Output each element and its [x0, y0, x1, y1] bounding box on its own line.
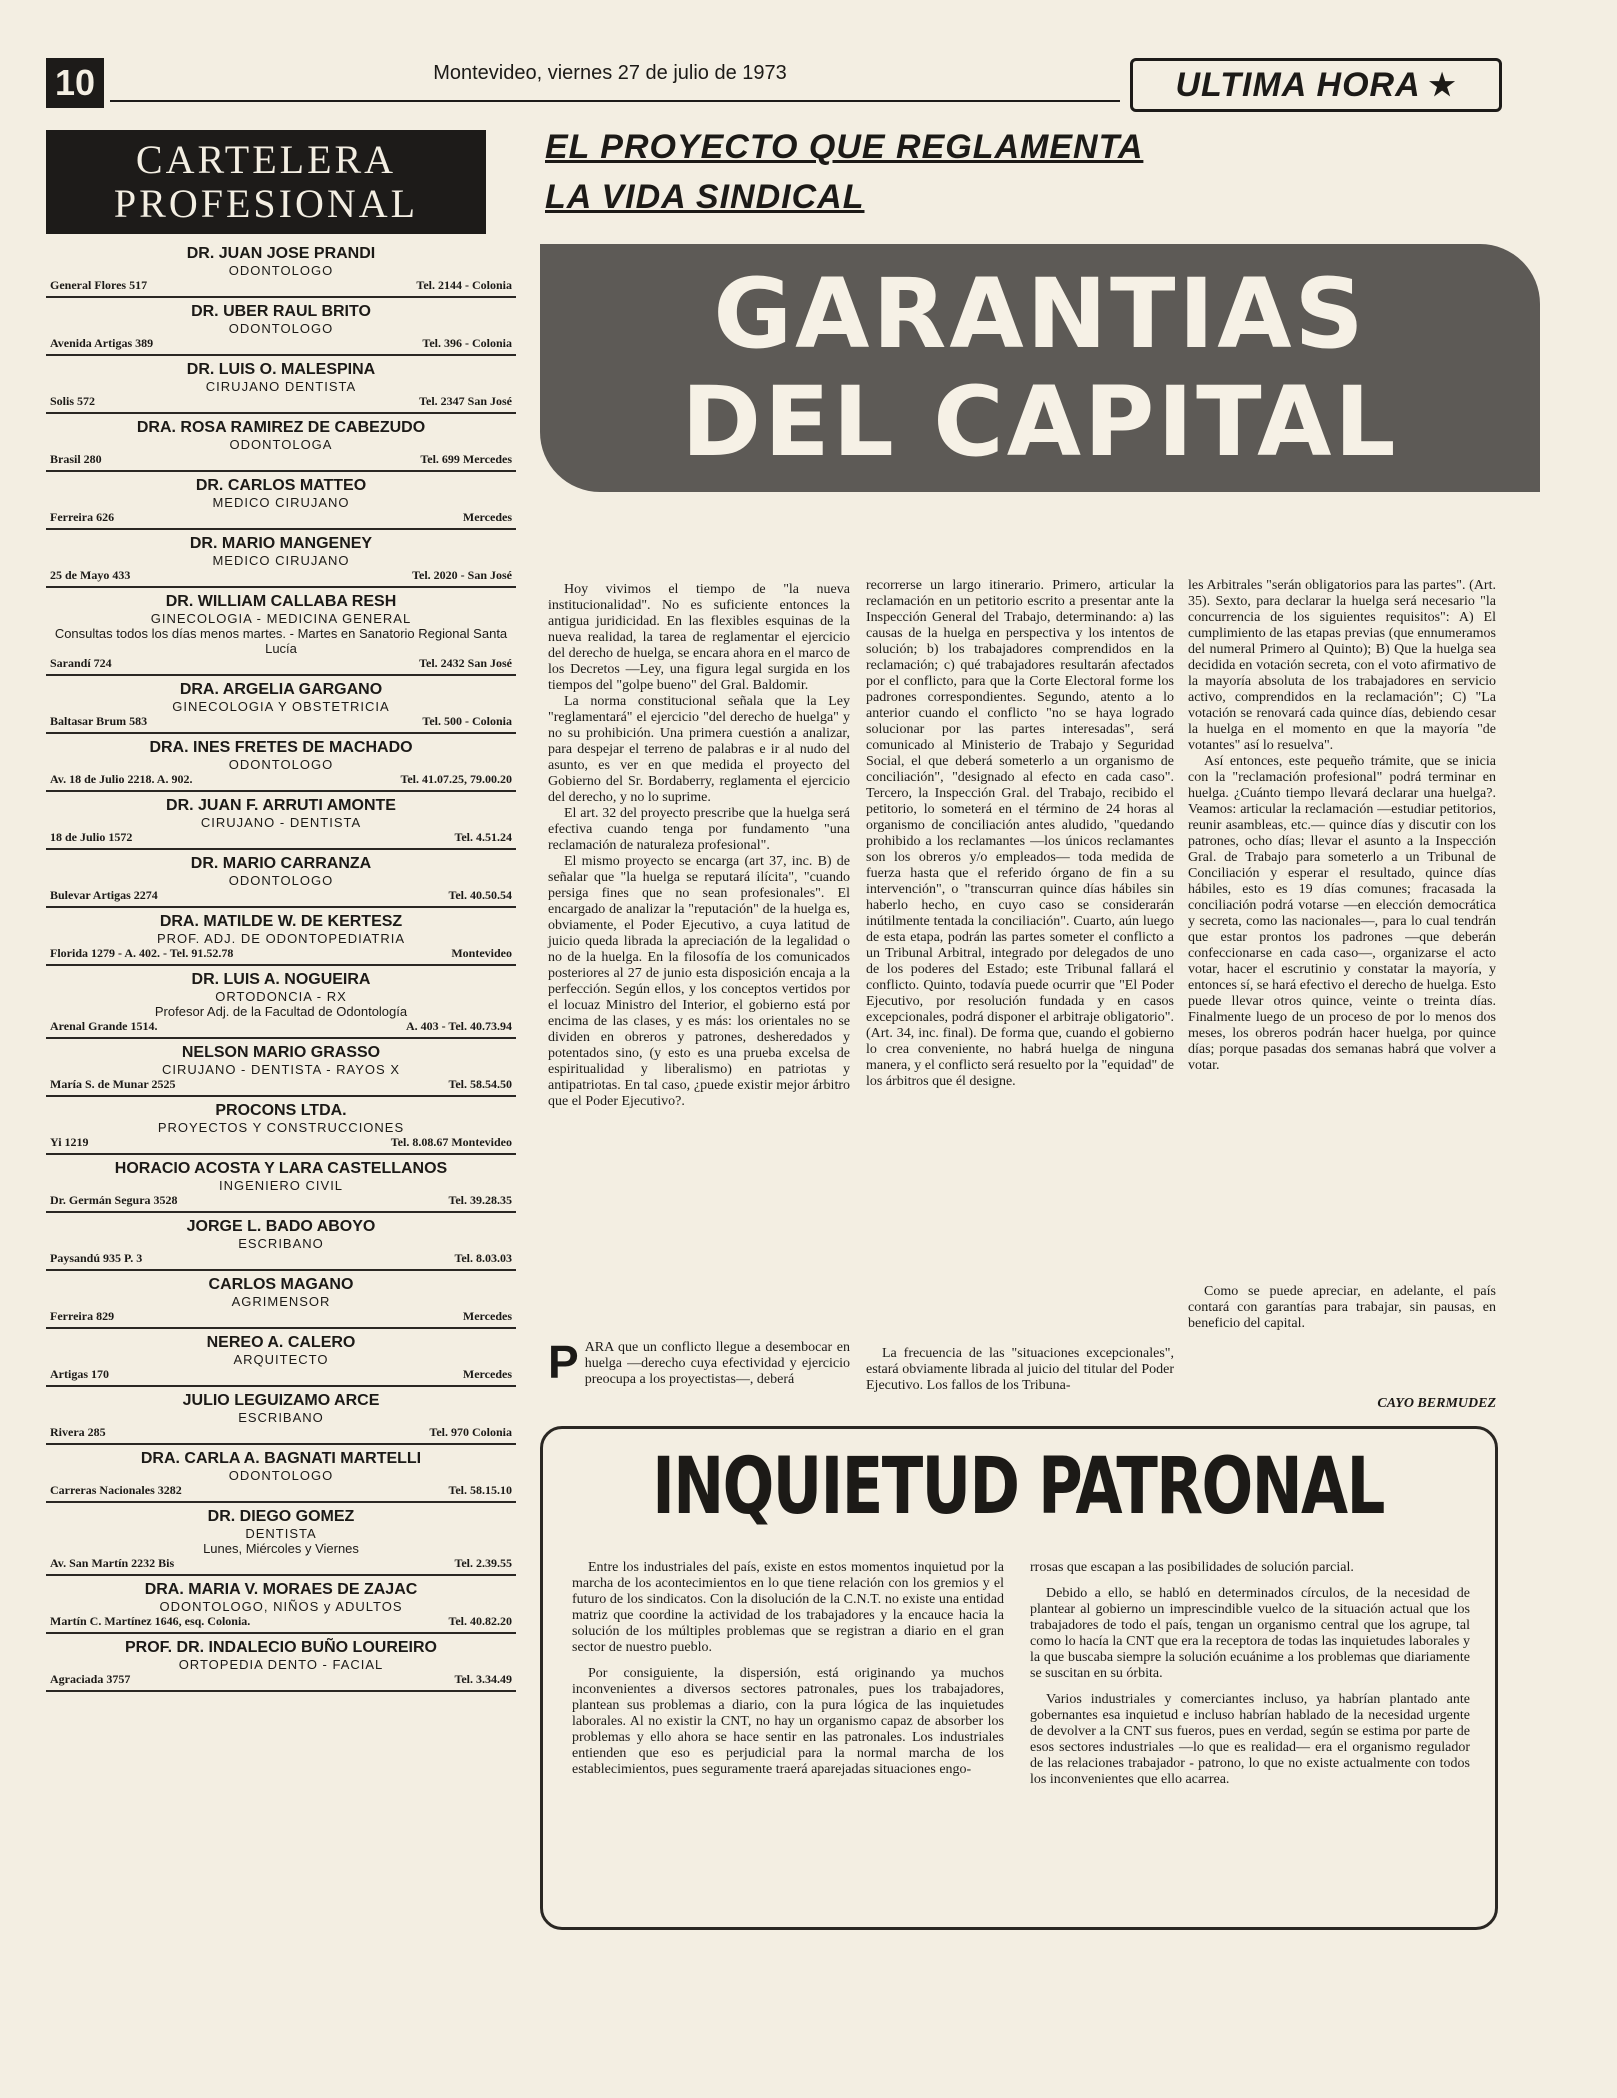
- entry-address-row: [50, 1135, 512, 1150]
- directory-entry: [46, 792, 516, 850]
- entry-name: DR. MARIO CARRANZA: [190, 855, 372, 872]
- entry-name: CARLOS MAGANO: [208, 1276, 354, 1293]
- entry-name: NEREO A. CALERO: [206, 1334, 356, 1351]
- entry-address-row: [50, 772, 512, 787]
- kicker-line2: LA VIDA SINDICAL: [545, 178, 865, 216]
- inquietud-title: INQUIETUD PATRONAL: [652, 1442, 1384, 1532]
- entry-title: DENTISTA: [245, 1526, 317, 1541]
- directory-entry: [46, 1155, 516, 1213]
- article-paragraph: les Arbitrales "serán obligatorios para las partes". (Art. 35). Sexto, para declarar la huelga será necesario "la concurrencia de los siguientes requisitos": A) El cumplimiento de las etapas previas (que ennumeramos del numeral Primero al Quinto); B) Que la huelga sea decidida en votación secreta, con el voto afirmativo de la mayoría absoluta de los trabajadores en servicio activo, comprendidos en la reclamación"; C) "La votación se renovará cada quince días, debiendo cesar la huelga en el momento en que la mayoría "de votantes" así lo resuelva".: [1188, 578, 1496, 753]
- article-column-2: [866, 578, 1174, 1090]
- entry-name: DR. LUIS O. MALESPINA: [186, 361, 376, 378]
- entry-title: ARQUITECTO: [233, 1352, 329, 1367]
- entry-title: ESCRIBANO: [238, 1236, 324, 1251]
- entry-phone: Montevideo: [451, 946, 512, 960]
- article-kicker: [545, 122, 1145, 222]
- entry-address-row: [50, 1251, 512, 1266]
- entry-name: NELSON MARIO GRASSO: [181, 1044, 381, 1061]
- directory-entry: [46, 472, 516, 530]
- entry-phone: Tel. 58.15.10: [448, 1483, 512, 1497]
- entry-address-row: [50, 394, 512, 409]
- directory-entry: [46, 966, 516, 1039]
- entry-name: DR. UBER RAUL BRITO: [191, 303, 371, 320]
- entry-phone: Tel. 699 Mercedes: [420, 452, 512, 466]
- entry-name: DR. WILLIAM CALLABA RESH: [165, 593, 397, 610]
- entry-name: DRA. ARGELIA GARGANO: [179, 681, 383, 698]
- entry-phone: Tel. 39.28.35: [448, 1193, 512, 1207]
- entry-address: Arenal Grande 1514.: [50, 1019, 158, 1033]
- entry-name: DR. JUAN F. ARRUTI AMONTE: [166, 797, 396, 814]
- entry-name: JORGE L. BADO ABOYO: [186, 1218, 376, 1235]
- entry-title: ODONTOLOGO: [228, 873, 334, 888]
- entry-name: DR. LUIS A. NOGUEIRA: [191, 971, 371, 988]
- directory-entry: [46, 1329, 516, 1387]
- directory-entry: [46, 1271, 516, 1329]
- entry-extra: Consultas todos los días menos martes. - Martes en Sanatorio Regional Santa Lucía: [54, 626, 508, 656]
- cartelera-title-line1: CARTELERA: [135, 137, 397, 182]
- entry-title: MEDICO CIRUJANO: [212, 495, 350, 510]
- entry-address-row: [50, 1077, 512, 1092]
- entry-address: Agraciada 3757: [50, 1672, 131, 1686]
- entry-address: General Flores 517: [50, 278, 148, 292]
- entry-phone: Tel. 2020 - San José: [412, 568, 512, 582]
- entry-address-row: [50, 830, 512, 845]
- entry-extra: Profesor Adj. de la Facultad de Odontología: [154, 1004, 408, 1019]
- entry-address: Rivera 285: [50, 1425, 106, 1439]
- article-paragraph: La frecuencia de las "situaciones excepcionales", estará obviamente librada al juicio del titular del Poder Ejecutivo. Los fallos de los Tribuna-: [866, 1346, 1174, 1393]
- entry-address-row: [50, 1614, 512, 1629]
- kicker-line1: EL PROYECTO QUE REGLAMENTA: [545, 128, 1144, 166]
- entry-name: HORACIO ACOSTA Y LARA CASTELLANOS: [114, 1160, 448, 1177]
- dateline: Montevideo, viernes 27 de julio de 1973: [433, 62, 787, 84]
- entry-address-row: [50, 568, 512, 583]
- entry-address: 25 de Mayo 433: [50, 568, 131, 582]
- cartelera-title-line2: PROFESIONAL: [113, 181, 419, 226]
- dropcap-paragraph: [548, 1336, 850, 1388]
- entry-title: ESCRIBANO: [238, 1410, 324, 1425]
- entry-address: María S. de Munar 2525: [50, 1077, 176, 1091]
- entry-address-row: [50, 452, 512, 467]
- entry-address-row: [50, 336, 512, 351]
- entry-address-row: [50, 510, 512, 525]
- entry-title: ODONTOLOGO: [228, 1468, 334, 1483]
- entry-address: Florida 1279 - A. 402. - Tel. 91.52.78: [50, 946, 234, 960]
- entry-phone: Tel. 41.07.25, 79.00.20: [400, 772, 512, 786]
- entry-title: CIRUJANO - DENTISTA: [200, 815, 362, 830]
- entry-name: DRA. MARIA V. MORAES DE ZAJAC: [144, 1581, 418, 1598]
- article-paragraph: Como se puede apreciar, en adelante, el país contará con garantías para trabajar, sin pausas, en beneficio del capital.: [1188, 1284, 1496, 1331]
- inquietud-paragraph: Por consiguiente, la dispersión, está originando ya muchos inconvenientes a diversos sectores patronales, pues los trabajadores, plantean sus problemas a diario, con la pura lógica de las inquietudes laborales. Al no existir la CNT, no hay un organismo capaz de absorber los problemas y ello ahora se hace sentir en las patronales. Los industriales entienden que eso es perjudicial para la normal marcha de los establecimientos, pues seguramente traerá aparejadas situaciones engo-: [572, 1666, 1004, 1777]
- entry-address-row: [50, 1483, 512, 1498]
- byline: CAYO BERMUDEZ: [1377, 1396, 1496, 1411]
- entry-title: ODONTOLOGO, NIÑOS y ADULTOS: [159, 1599, 403, 1614]
- entry-phone: Tel. 58.54.50: [448, 1077, 512, 1091]
- entry-phone: Tel. 40.50.54: [448, 888, 512, 902]
- entry-address: Carreras Nacionales 3282: [50, 1483, 182, 1497]
- entry-name: DR. MARIO MANGENEY: [189, 535, 373, 552]
- entry-title: INGENIERO CIVIL: [218, 1178, 344, 1193]
- directory-entry: [46, 1445, 516, 1503]
- entry-address: Solis 572: [50, 394, 96, 408]
- entry-address-row: [50, 1019, 512, 1034]
- entry-address: Martín C. Martínez 1646, esq. Colonia.: [50, 1614, 251, 1628]
- entry-address: Dr. Germán Segura 3528: [50, 1193, 178, 1207]
- entry-address-row: [50, 946, 512, 961]
- directory-entry: [46, 1576, 516, 1634]
- directory-entry: [46, 908, 516, 966]
- entry-name: DRA. MATILDE W. DE KERTESZ: [159, 913, 403, 930]
- directory-entry: [46, 734, 516, 792]
- cartelera-title-box: [46, 130, 486, 234]
- entry-title: CIRUJANO DENTISTA: [205, 379, 357, 394]
- entry-address-row: [50, 1425, 512, 1440]
- entry-phone: Tel. 2144 - Colonia: [416, 278, 512, 292]
- entry-phone: A. 403 - Tel. 40.73.94: [405, 1019, 512, 1033]
- inquietud-paragraph: Entre los industriales del país, existe en estos momentos inquietud por la marcha de los acontecimientos en lo que tiene relación con los gremios y el futuro de los sindicatos. Con la disolución de la C.N.T. no existe una entidad matriz que coordine la actividad de los trabajadores y la encauce hacia la solución de los múltiples problemas que se registran a diario en el gran sector de nuestro pueblo.: [572, 1560, 1004, 1655]
- directory-entry: [46, 850, 516, 908]
- entry-address: Av. 18 de Julio 2218. A. 902.: [50, 772, 193, 786]
- entry-address: 18 de Julio 1572: [50, 830, 133, 844]
- article-conclusion: [1188, 1284, 1496, 1332]
- entry-extra: Lunes, Miércoles y Viernes: [203, 1541, 359, 1556]
- directory-entry: [46, 356, 516, 414]
- entry-name: DRA. CARLA A. BAGNATI MARTELLI: [140, 1450, 422, 1467]
- entry-title: ORTODONCIA - RX: [215, 989, 347, 1004]
- headline-line2: DEL CAPITAL: [681, 366, 1399, 478]
- article-column-2-end: [866, 1346, 1174, 1394]
- entry-name: DR. CARLOS MATTEO: [195, 477, 367, 494]
- entry-address: Ferreira 626: [50, 510, 115, 524]
- entry-title: ODONTOLOGO: [228, 263, 334, 278]
- entry-phone: Tel. 396 - Colonia: [422, 336, 512, 350]
- entry-address: Avenida Artigas 389: [50, 336, 154, 350]
- entry-address: Sarandí 724: [50, 656, 112, 670]
- directory-entry: [46, 1503, 516, 1576]
- entry-title: ORTOPEDIA DENTO - FACIAL: [178, 1657, 384, 1672]
- entry-address-row: [50, 714, 512, 729]
- article-paragraph: recorrerse un largo itinerario. Primero, articular la reclamación en un petitorio escrito a presentar ante la Inspección General del Trabajo, determinando: a) las causas de la huelga en perspectiva y los intentos de solución; b) los trabajadores comprendidos en la reclamación; c) qué trabajadores resultarán afectados por el conflicto, para que la Corte Electoral forme los padrones correspondientes. Segundo, atento a lo anterior cuando el conflicto "no se haya logrado solucionar por las partes interesadas", será comunicado al Ministerio de Trabajo y Seguridad Social, el que deberá someterlo a un organismo de conciliación", "designado al efecto en cada caso". Tercero, la Inspección Gral. del Trabajo, recibido el petitorio, lo someterá en el término de 24 horas al organismo de conciliación antes aludido, "quedando prohibido a los reclamantes —los únicos reclamantes son los obreros y/o empleados— toda medida de fuerza hasta que el referido órgano de fin a su intervención", o "transcurran quince días hábiles sin haberlo hecho, en cuyo caso se considerarán inútilmente tentada la conciliación". Cuarto, aún luego de esta etapa, podrán las partes someter el conflicto a un Tribunal Arbitral, integrado por delegados de uno de los poderes del Estado; este Tribunal fallará el conflicto. Quinto, todavía puede ocurrir que "El Poder Ejecutivo, por resolución fundada y en casos excepcionales, podrá disponer el arbitraje obligatorio". (Art. 34, inc. final). De forma que, cuando el gobierno lo crea conveniente, no habrá huelga de ninguna manera, y el conflicto será resuelto por la "equidad" de los árbitros que él designe.: [866, 578, 1174, 1089]
- entry-address-row: [50, 278, 512, 293]
- entry-address: Av. San Martín 2232 Bis: [50, 1556, 175, 1570]
- entry-name: PROCONS LTDA.: [215, 1102, 347, 1119]
- article-paragraph: El mismo proyecto se encarga (art 37, inc. B) de señalar que "la huelga se reputará ilícita", "cuando persiga fines que no sean profesionales". El encargado de analizar la "reputación" de la huelga es, obviamente, el Poder Ejecutivo, a cuya latitud de juicio queda librada la apreciación de la legalidad o no de la huelga. En la filosofía de los comunicados posteriores al 27 de junio esta disposición encaja a la perfección. Según ellos, y los conceptos vertidos por el locuaz Ministro del Interior, el gobierno está por encima de las clases, y es más: los orientales no se dividen en obreros y patrones, desheredados y potentados sino, (y esto es una prueba excelsa de espiritualidad y liberalismo) en patriotas y antipatriotas. En tal caso, ¿puede existir mejor árbitro que el Poder Ejecutivo?.: [548, 854, 850, 1109]
- entry-title: AGRIMENSOR: [231, 1294, 331, 1309]
- entry-address-row: [50, 1193, 512, 1208]
- professional-directory: [46, 240, 516, 1692]
- entry-address: Baltasar Brum 583: [50, 714, 148, 728]
- headline-banner: [540, 244, 1540, 492]
- directory-entry: [46, 1097, 516, 1155]
- directory-entry: [46, 588, 516, 676]
- entry-title: PROYECTOS Y CONSTRUCCIONES: [157, 1120, 405, 1135]
- entry-phone: Tel. 3.34.49: [454, 1672, 512, 1686]
- directory-entry: [46, 676, 516, 734]
- header-rule: [110, 100, 1120, 102]
- entry-phone: Tel. 2.39.55: [454, 1556, 512, 1570]
- entry-name: PROF. DR. INDALECIO BUÑO LOUREIRO: [124, 1639, 437, 1656]
- entry-title: GINECOLOGIA Y OBSTETRICIA: [172, 699, 390, 714]
- entry-phone: Tel. 500 - Colonia: [422, 714, 512, 728]
- entry-title: PROF. ADJ. DE ODONTOPEDIATRIA: [156, 931, 406, 946]
- dropcap-text: ARA que un conflicto llegue a desembocar en huelga —derecho cuya efectividad y ejercicio preocupa a los proyectistas—, deberá: [584, 1340, 850, 1387]
- directory-entry: [46, 298, 516, 356]
- article-paragraph: Hoy vivimos el tiempo de "la nueva institucionalidad". No es suficiente entonces la antigua juridicidad. En las flexibles esquinas de la nueva realidad, la tarea de reglamentar el ejercicio del derecho de huelga, se encara ahora en el marco de los Decretos —Ley, una figura legal surgida en los tiempos del "golpe bueno" del Gral. Baldomir.: [548, 582, 850, 693]
- entry-address-row: [50, 656, 512, 671]
- entry-address: Artigas 170: [50, 1367, 109, 1381]
- inquietud-column-2: [1030, 1560, 1470, 1798]
- entry-title: ODONTOLOGO: [228, 321, 334, 336]
- logo-text: ULTIMA HORA: [1175, 65, 1421, 104]
- entry-address: Yi 1219: [50, 1135, 89, 1149]
- entry-phone: Tel. 8.08.67 Montevideo: [390, 1135, 512, 1149]
- entry-title: ODONTOLOGA: [229, 437, 333, 452]
- entry-address: Brasil 280: [50, 452, 102, 466]
- newspaper-logo: [1130, 58, 1502, 112]
- entry-title: MEDICO CIRUJANO: [212, 553, 350, 568]
- entry-address-row: [50, 1556, 512, 1571]
- page-number: 10: [46, 58, 104, 108]
- article-paragraph: La norma constitucional señala que la Ley "reglamentará" el ejercicio "del derecho de huelga" y no su prohibición. Una primera cuestión a analizar, para despejar el terreno de palabras e ir al nudo del asunto, es ver en que medida el proyecto del Gobierno del Sr. Bordaberry, reglamenta el ejercicio del derecho, y no lo suprime.: [548, 694, 850, 805]
- entry-name: DRA. ROSA RAMIREZ DE CABEZUDO: [136, 419, 426, 436]
- inquietud-paragraph: rrosas que escapan a las posibilidades de solución parcial.: [1030, 1560, 1354, 1575]
- headline-line1: GARANTIAS: [713, 258, 1367, 370]
- entry-address-row: [50, 1309, 512, 1324]
- entry-phone: Tel. 2432 San José: [419, 656, 512, 670]
- entry-name: DRA. INES FRETES DE MACHADO: [149, 739, 413, 756]
- entry-title: GINECOLOGIA - MEDICINA GENERAL: [150, 611, 412, 626]
- entry-phone: Tel. 2347 San José: [419, 394, 512, 408]
- directory-entry: [46, 240, 516, 298]
- entry-phone: Mercedes: [462, 1309, 512, 1323]
- entry-address: Ferreira 829: [50, 1309, 115, 1323]
- entry-phone: Tel. 40.82.20: [448, 1614, 512, 1628]
- entry-address-row: [50, 1367, 512, 1382]
- entry-phone: Tel. 970 Colonia: [429, 1425, 512, 1439]
- entry-address-row: [50, 888, 512, 903]
- article-column-3: [1188, 578, 1496, 1074]
- entry-phone: Tel. 8.03.03: [454, 1251, 512, 1265]
- entry-address-row: [50, 1672, 512, 1687]
- entry-address: Paysandú 935 P. 3: [50, 1251, 143, 1265]
- entry-name: DR. DIEGO GOMEZ: [207, 1508, 355, 1525]
- directory-entry: [46, 1634, 516, 1692]
- entry-phone: Tel. 4.51.24: [454, 830, 512, 844]
- article-paragraph: El art. 32 del proyecto prescribe que la huelga será efectiva cuando tenga por fundamento "una reclamación de naturaleza profesional".: [548, 806, 850, 853]
- directory-entry: [46, 530, 516, 588]
- article-paragraph: Así entonces, este pequeño trámite, que se inicia con la "reclamación profesional" podrá terminar en huelga. ¿Cuánto tiempo llevará declarar una huelga?. Veamos: articular la reclamación —estudiar petitorios, reunir asambleas, etc.— quince días y discutir con los patrones, ocho días; llevar el asunto a la Inspección Gral. de Trabajo para someterlo a un Tribunal de Conciliación y esperar el resultado, quince días hábiles, esto es 19 días comunes; fracasada la conciliación podrá votarse —en elección democrática y secreta, como las nacionales—, para lo cual tendrán que estar prontos los padrones —que deberán confeccionarse en cada caso—, organizarse el acto votar, hacer el escrutinio y constatar la mayoría, y entonces sí, se hará efectivo el derecho de huelga. Esto puede llevar otros quince, veinte o treinta días. Finalmente luego de un proceso de por lo menos dos meses, los obreros podrán hacer huelga, por quince días; porque pasadas dos semanas habrá que volver a votar.: [1188, 754, 1496, 1073]
- directory-entry: [46, 1213, 516, 1271]
- entry-name: DR. JUAN JOSE PRANDI: [186, 245, 376, 262]
- directory-entry: [46, 414, 516, 472]
- entry-title: CIRUJANO - DENTISTA - RAYOS X: [162, 1062, 400, 1077]
- inquietud-column-1: [572, 1560, 1004, 1788]
- entry-name: JULIO LEGUIZAMO ARCE: [182, 1392, 380, 1409]
- drop-cap: P: [548, 1336, 579, 1388]
- directory-entry: [46, 1387, 516, 1445]
- inquietud-paragraph: Varios industriales y comerciantes incluso, ya habrían plantado ante gobernantes esa inquietud e incluso habrían hablado de la necesidad urgente de devolver a la CNT sus fueros, pues en verdad, según se estima por parte de esos sectores industriales —lo que es realidad— era el organismo regulador de las relaciones trabajador - patrono, lo que no existe actualmente con todos los inconvenientes que ello acarrea.: [1030, 1692, 1470, 1787]
- entry-title: ODONTOLOGO: [228, 757, 334, 772]
- entry-phone: Mercedes: [462, 510, 512, 524]
- entry-address: Bulevar Artigas 2274: [50, 888, 158, 902]
- article-column-1: [548, 582, 850, 1110]
- directory-entry: [46, 1039, 516, 1097]
- star-icon: ★: [1428, 68, 1457, 102]
- entry-phone: Mercedes: [462, 1367, 512, 1381]
- inquietud-paragraph: Debido a ello, se habló en determinados círculos, de la necesidad de plantear al gobierno un imprescindible vuelco de la situación actual que los trabajadores de todo el país, tengan un organismo central que los agrupe, tal como lo hacía la CNT que era la receptora de todas las inquietudes laborales y la que buscaba siempre la solución ecuánime a los problemas que diariamente se suscitan en su órbita.: [1030, 1586, 1470, 1681]
